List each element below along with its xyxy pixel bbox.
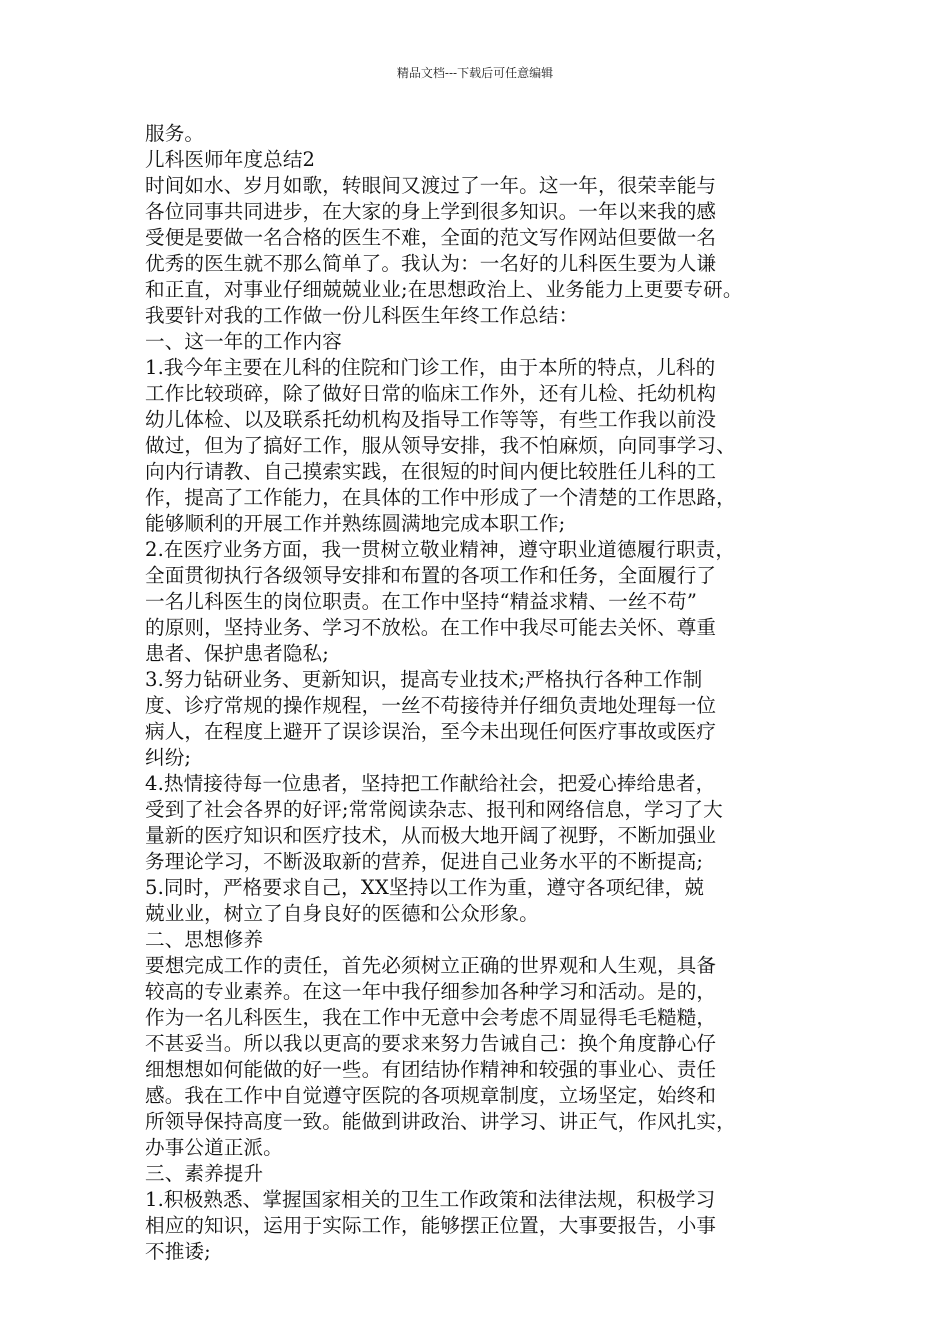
text-line: 病人，在程度上避开了误诊误治，至今未出现任何医疗事故或医疗 <box>145 720 717 743</box>
text-line: 务理论学习，不断汲取新的营养，促进自己业务水平的不断提高; <box>145 850 704 873</box>
text-line: 全面贯彻执行各级领导安排和布置的各项工作和任务，全面履行了 <box>145 564 717 587</box>
text-line: 受便是要做一名合格的医生不难，全面的范文写作网站但要做一名 <box>145 226 717 249</box>
text-line: 不甚妥当。所以我以更高的要求来努力告诫自己：换个角度静心仔 <box>145 1032 717 1055</box>
page-header: 精品文档---下载后可任意编辑 <box>396 66 554 80</box>
text-line: 3.努力钻研业务、更新知识，提高专业技术;严格执行各种工作制 <box>145 668 703 691</box>
text-line: 一名儿科医生的岗位职责。在工作中坚持“精益求精、一丝不苟” <box>145 590 697 613</box>
text-line: 做过，但为了搞好工作，服从领导安排，我不怕麻烦，向同事学习、 <box>145 434 736 457</box>
text-line: 较高的专业素养。在这一年中我仔细参加各种学习和活动。是的， <box>145 980 717 1003</box>
text-line: 办事公道正派。 <box>145 1136 283 1159</box>
text-line: 不推诿; <box>145 1240 211 1263</box>
text-line: 一、这一年的工作内容 <box>145 330 342 353</box>
text-line: 服务。 <box>145 122 205 145</box>
text-line: 4.热情接待每一位患者，坚持把工作献给社会，把爱心捧给患者， <box>145 772 716 795</box>
text-line: 作为一名儿科医生，我在工作中无意中会考虑不周显得毛毛糙糙， <box>145 1006 717 1029</box>
text-line: 的原则，坚持业务、学习不放松。在工作中我尽可能去关怀、尊重 <box>145 616 717 639</box>
text-line: 感。我在工作中自觉遵守医院的各项规章制度，立场坚定，始终和 <box>145 1084 717 1107</box>
text-line: 要想完成工作的责任，首先必须树立正确的世界观和人生观，具备 <box>145 954 717 977</box>
text-line: 向内行请教、自己摸索实践，在很短的时间内便比较胜任儿科的工 <box>145 460 717 483</box>
text-line: 和正直，对事业仔细兢兢业业;在思想政治上、业务能力上更要专研。 <box>145 278 743 301</box>
text-line: 1.积极熟悉、掌握国家相关的卫生工作政策和法律法规，积极学习 <box>145 1188 716 1211</box>
text-line: 量新的医疗知识和医疗技术，从而极大地开阔了视野，不断加强业 <box>145 824 717 847</box>
text-line: 相应的知识，运用于实际工作，能够摆正位置，大事要报告，小事 <box>145 1214 717 1237</box>
document-body <box>145 121 825 1265</box>
text-line: 儿科医师年度总结2 <box>145 148 316 171</box>
text-line: 患者、保护患者隐私; <box>145 642 329 665</box>
text-line: 度、诊疗常规的操作规程，一丝不苟接待并仔细负责地处理每一位 <box>145 694 717 717</box>
text-line: 作，提高了工作能力，在具体的工作中形成了一个清楚的工作思路， <box>145 486 736 509</box>
text-line: 能够顺利的开展工作并熟练圆满地完成本职工作; <box>145 512 566 535</box>
text-line: 三、素养提升 <box>145 1162 264 1185</box>
text-line: 所领导保持高度一致。能做到讲政治、讲学习、讲正气，作风扎实， <box>145 1110 736 1133</box>
text-line: 1.我今年主要在儿科的住院和门诊工作，由于本所的特点，儿科的 <box>145 356 716 379</box>
text-line: 我要针对我的工作做一份儿科医生年终工作总结： <box>145 304 579 327</box>
text-line: 细想想如何能做的好一些。有团结协作精神和较强的事业心、责任 <box>145 1058 717 1081</box>
text-line: 优秀的医生就不那么简单了。我认为：一名好的儿科医生要为人谦 <box>145 252 717 275</box>
text-line: 兢业业，树立了自身良好的医德和公众形象。 <box>145 902 539 925</box>
text-line: 5.同时，严格要求自己，XX坚持以工作为重，遵守各项纪律，兢 <box>145 876 705 899</box>
text-line: 各位同事共同进步，在大家的身上学到很多知识。一年以来我的感 <box>145 200 717 223</box>
text-line: 工作比较琐碎，除了做好日常的临床工作外，还有儿检、托幼机构 <box>145 382 717 405</box>
text-line: 时间如水、岁月如歌，转眼间又渡过了一年。这一年，很荣幸能与 <box>145 174 717 197</box>
text-line: 纠纷; <box>145 746 192 769</box>
text-line: 2.在医疗业务方面，我一贯树立敬业精神，遵守职业道德履行职责， <box>145 538 736 561</box>
text-line: 二、思想修养 <box>145 928 264 951</box>
text-line: 受到了社会各界的好评;常常阅读杂志、报刊和网络信息，学习了大 <box>145 798 723 821</box>
text-line: 幼儿体检、以及联系托幼机构及指导工作等等，有些工作我以前没 <box>145 408 717 431</box>
